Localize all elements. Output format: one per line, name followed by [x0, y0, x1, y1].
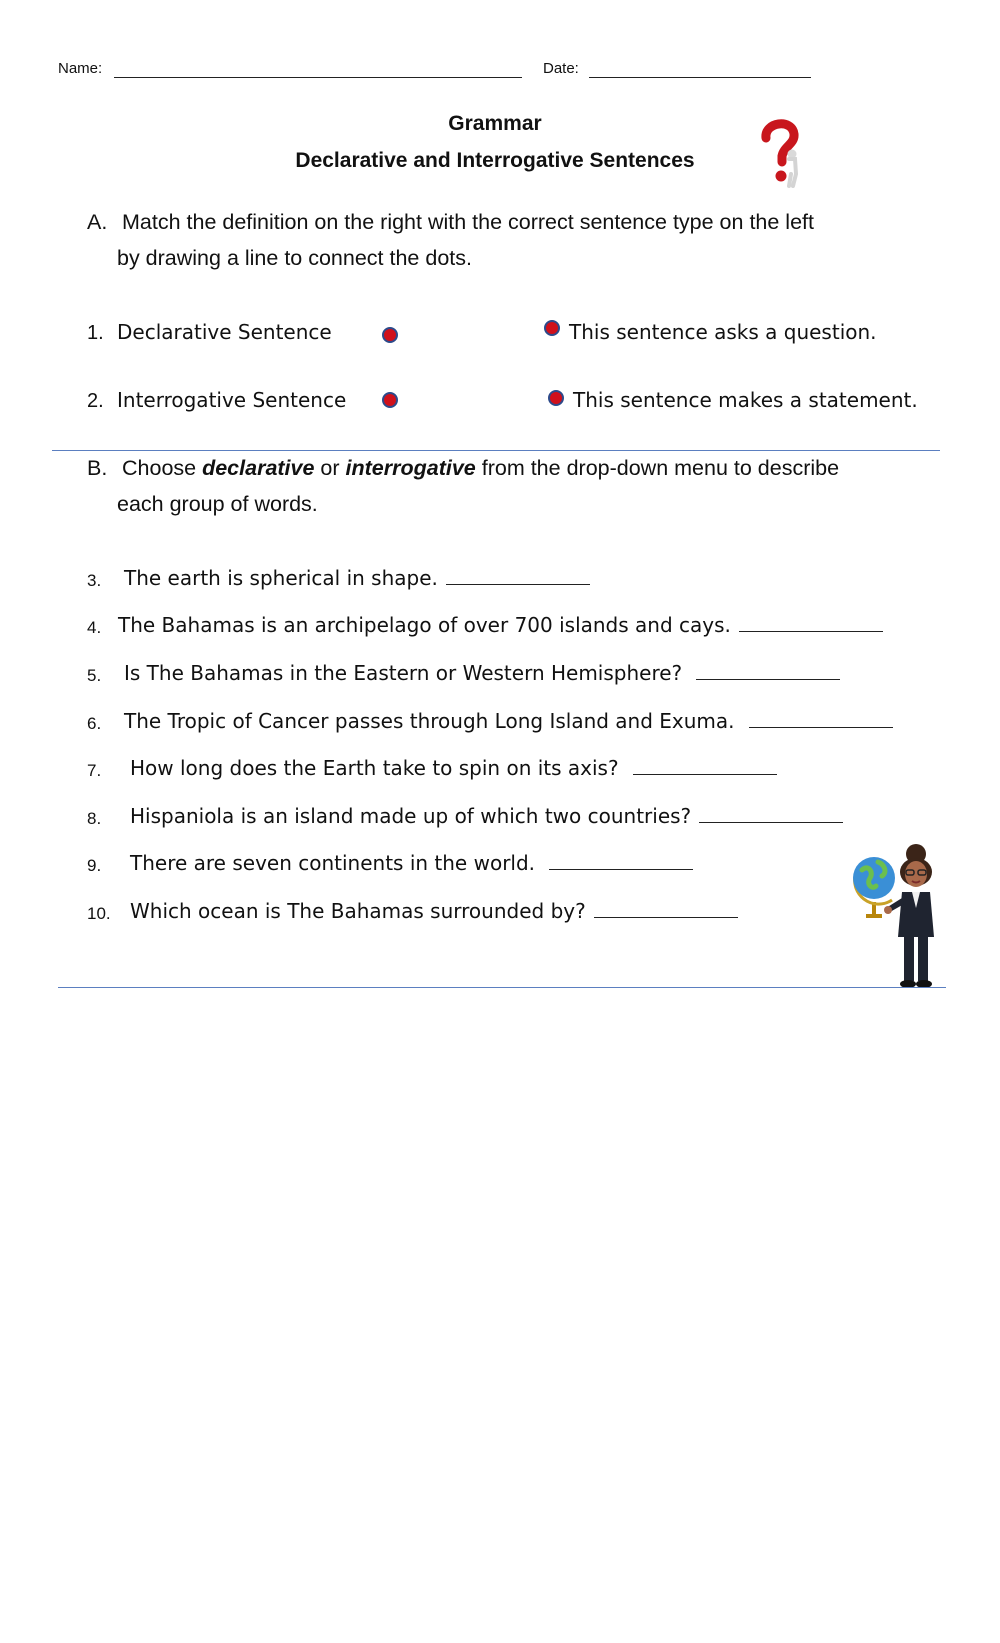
- item-number: 8.: [87, 809, 102, 828]
- sentence-text: There are seven continents in the world.: [130, 851, 536, 875]
- sentence-item: [130, 851, 693, 875]
- section-divider-bottom: [58, 987, 946, 988]
- instruction-text: or: [314, 456, 346, 480]
- item-number: 7.: [87, 761, 102, 780]
- sentence-item: [130, 804, 843, 828]
- answer-blank[interactable]: [594, 916, 738, 918]
- worksheet-title: Grammar: [448, 112, 542, 135]
- item-number: 4.: [87, 618, 102, 637]
- answer-blank[interactable]: [739, 630, 883, 632]
- name-field[interactable]: [114, 77, 522, 78]
- sentence-text: How long does the Earth take to spin on its axis?: [130, 756, 619, 780]
- match-dot-right-2[interactable]: [548, 390, 564, 406]
- item-number: 2.: [87, 390, 104, 412]
- section-b-instruction: [122, 456, 839, 481]
- keyword-declarative: declarative: [202, 456, 315, 480]
- sentence-text: The Tropic of Cancer passes through Long Island and Exuma.: [124, 709, 735, 733]
- sentence-item: [124, 709, 893, 733]
- section-divider: [52, 450, 940, 451]
- answer-blank[interactable]: [549, 868, 693, 870]
- section-a-instruction-cont: by drawing a line to connect the dots.: [117, 246, 472, 270]
- date-field[interactable]: [589, 77, 811, 78]
- item-number: 1.: [87, 322, 104, 344]
- definition-question: This sentence asks a question.: [569, 320, 877, 344]
- definition-statement: This sentence makes a statement.: [573, 388, 918, 412]
- teacher-with-globe-icon: [852, 842, 948, 992]
- keyword-interrogative: interrogative: [345, 456, 476, 480]
- worksheet-subtitle: Declarative and Interrogative Sentences: [295, 149, 695, 172]
- sentence-item: [130, 756, 777, 780]
- answer-blank[interactable]: [696, 678, 840, 680]
- sentence-text: Is The Bahamas in the Eastern or Western Hemisphere?: [124, 661, 683, 685]
- sentence-item: [124, 661, 840, 685]
- sentence-item: [118, 613, 883, 637]
- sentence-item: [130, 899, 738, 923]
- answer-blank[interactable]: [446, 583, 590, 585]
- item-number: 10.: [87, 904, 111, 923]
- answer-blank[interactable]: [633, 773, 777, 775]
- instruction-text: from the drop-down menu to describe: [475, 456, 840, 480]
- match-dot-left-1[interactable]: [382, 327, 398, 343]
- sentence-type-interrogative: Interrogative Sentence: [117, 388, 347, 412]
- sentence-item: [124, 566, 590, 590]
- section-a-instruction: Match the definition on the right with the correct sentence type on the left: [122, 210, 814, 234]
- sentence-text: The Bahamas is an archipelago of over 700 islands and cays.: [118, 613, 731, 637]
- sentence-text: Hispaniola is an island made up of which two countries?: [130, 804, 692, 828]
- answer-blank[interactable]: [749, 726, 893, 728]
- match-dot-right-1[interactable]: [544, 320, 560, 336]
- answer-blank[interactable]: [699, 821, 843, 823]
- sentence-type-declarative: Declarative Sentence: [117, 320, 332, 344]
- instruction-text: Choose: [122, 456, 203, 480]
- section-b-letter: B.: [87, 456, 108, 480]
- date-label: Date:: [543, 60, 579, 77]
- question-mark-icon: [758, 116, 804, 188]
- section-a-letter: A.: [87, 210, 108, 234]
- section-b-instruction-cont: each group of words.: [117, 492, 318, 516]
- sentence-text: The earth is spherical in shape.: [124, 566, 438, 590]
- item-number: 5.: [87, 666, 102, 685]
- item-number: 6.: [87, 714, 102, 733]
- match-dot-left-2[interactable]: [382, 392, 398, 408]
- name-label: Name:: [58, 60, 103, 77]
- item-number: 9.: [87, 856, 102, 875]
- sentence-text: Which ocean is The Bahamas surrounded by?: [130, 899, 586, 923]
- item-number: 3.: [87, 571, 102, 590]
